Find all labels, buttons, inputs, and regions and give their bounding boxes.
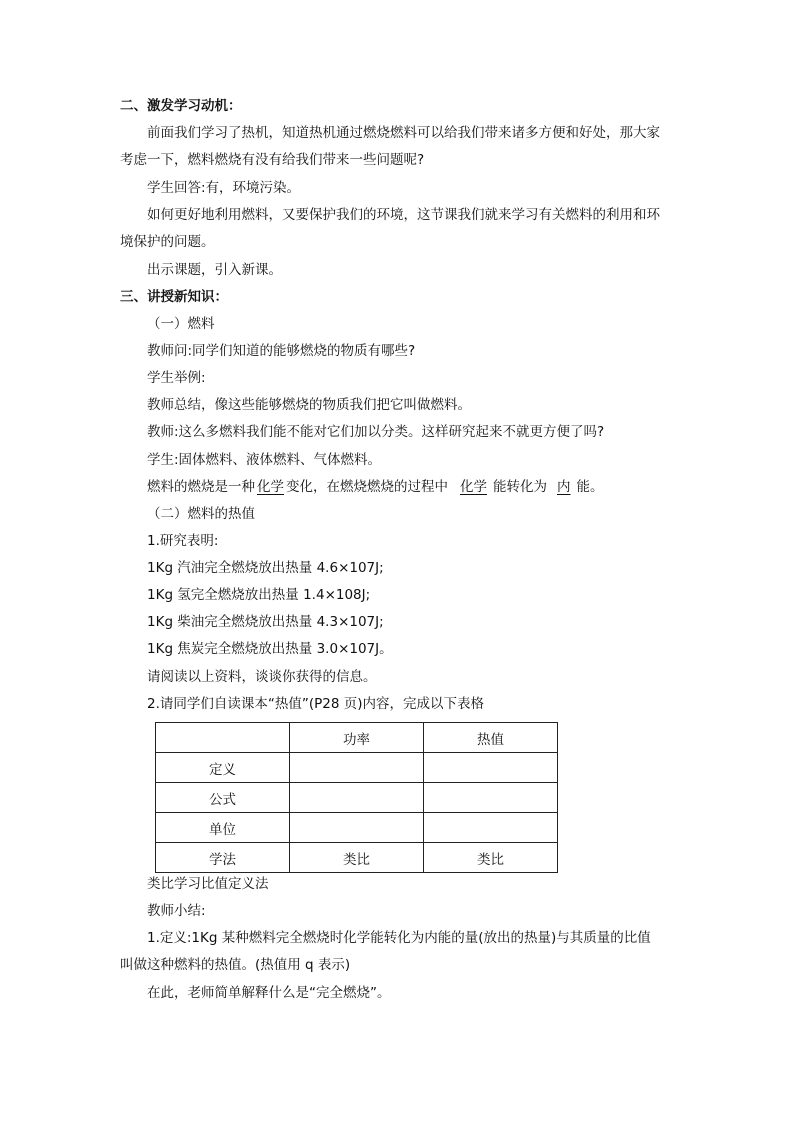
paragraph-line: 如何更好地利用燃料，又要保护我们的环境，这节课我们就来学习有关燃料的利用和环	[147, 207, 660, 223]
data-line: 1Kg 焦炭完全燃烧放出热量 3.0×107J。	[147, 641, 393, 657]
paragraph-line: 教师:这么多燃料我们能不能对它们加以分类。这样研究起来不就更方便了吗?	[147, 424, 605, 440]
paragraph-line: 前面我们学习了热机，知道热机通过燃烧燃料可以给我们带来诸多方便和好处，那大家	[147, 125, 660, 141]
fill-text: 能转化为	[493, 479, 547, 495]
table-cell: 单位	[156, 813, 290, 843]
paragraph-line: 学生:固体燃料、液体燃料、气体燃料。	[147, 452, 382, 468]
table-cell	[424, 783, 558, 813]
table-header-row	[156, 723, 558, 753]
data-line: 1Kg 柴油完全燃烧放出热量 4.3×107J;	[147, 614, 384, 630]
table-cell: 公式	[156, 783, 290, 813]
paragraph-line: 出示课题，引入新课。	[147, 262, 282, 278]
table-cell: 学法	[156, 843, 290, 873]
table-cell	[156, 723, 290, 753]
comparison-table	[155, 722, 558, 873]
table-cell: 类比	[290, 843, 424, 873]
paragraph-line: 类比学习比值定义法	[147, 876, 269, 892]
data-line: 1Kg 汽油完全燃烧放出热量 4.6×107J;	[147, 560, 384, 576]
table-cell: 类比	[424, 843, 558, 873]
paragraph-line: 请阅读以上资料，谈谈你获得的信息。	[147, 669, 377, 685]
fill-text: 燃料的燃烧是一种	[147, 479, 255, 495]
table-cell: 热值	[424, 723, 558, 753]
table-cell	[290, 813, 424, 843]
paragraph-line: 1.研究表明:	[147, 533, 219, 549]
paragraph-line: 叫做这种燃料的热值。(热值用 q 表示)	[120, 957, 351, 973]
table-row	[156, 783, 558, 813]
paragraph-line: 境保护的问题。	[120, 234, 215, 250]
paragraph-line: 教师总结，像这些能够燃烧的物质我们把它叫做燃料。	[147, 397, 471, 413]
paragraph-line: 2.请同学们自读课本“热值”(P28 页)内容，完成以下表格	[147, 696, 485, 712]
subheading-fuel: （一）燃料	[147, 316, 215, 332]
table-cell: 定义	[156, 753, 290, 783]
fill-blank-2: 化学	[460, 479, 487, 495]
subheading-heat-value: （二）燃料的热值	[147, 506, 255, 522]
table-cell	[290, 753, 424, 783]
paragraph-line: 考虑一下，燃料燃烧有没有给我们带来一些问题呢?	[120, 152, 425, 168]
paragraph-line: 学生回答:有，环境污染。	[147, 180, 301, 196]
table-cell	[424, 753, 558, 783]
paragraph-line: 在此，老师简单解释什么是“完全燃烧”。	[147, 985, 391, 1001]
paragraph-line: 1.定义:1Kg 某种燃料完全燃烧时化学能转化为内能的量(放出的热量)与其质量的比值	[147, 930, 651, 946]
section-heading-motivation: 二、激发学习动机：	[120, 98, 242, 114]
table-row	[156, 843, 558, 873]
section-heading-new-knowledge: 三、讲授新知识：	[120, 289, 228, 305]
fill-in-sentence	[147, 478, 604, 496]
table-row	[156, 813, 558, 843]
fill-blank-1: 化学	[257, 479, 284, 495]
paragraph-line: 教师问:同学们知道的能够燃烧的物质有哪些?	[147, 343, 416, 359]
table-row	[156, 753, 558, 783]
fill-text: 变化，在燃烧燃烧的过程中	[286, 479, 448, 495]
data-line: 1Kg 氢完全燃烧放出热量 1.4×108J;	[147, 587, 371, 603]
fill-blank-3: 内	[557, 479, 571, 495]
paragraph-line: 教师小结:	[147, 903, 206, 919]
table-cell	[290, 783, 424, 813]
table-cell	[424, 813, 558, 843]
paragraph-line: 学生举例:	[147, 370, 206, 386]
fill-text: 能。	[576, 479, 604, 495]
table-cell: 功率	[290, 723, 424, 753]
